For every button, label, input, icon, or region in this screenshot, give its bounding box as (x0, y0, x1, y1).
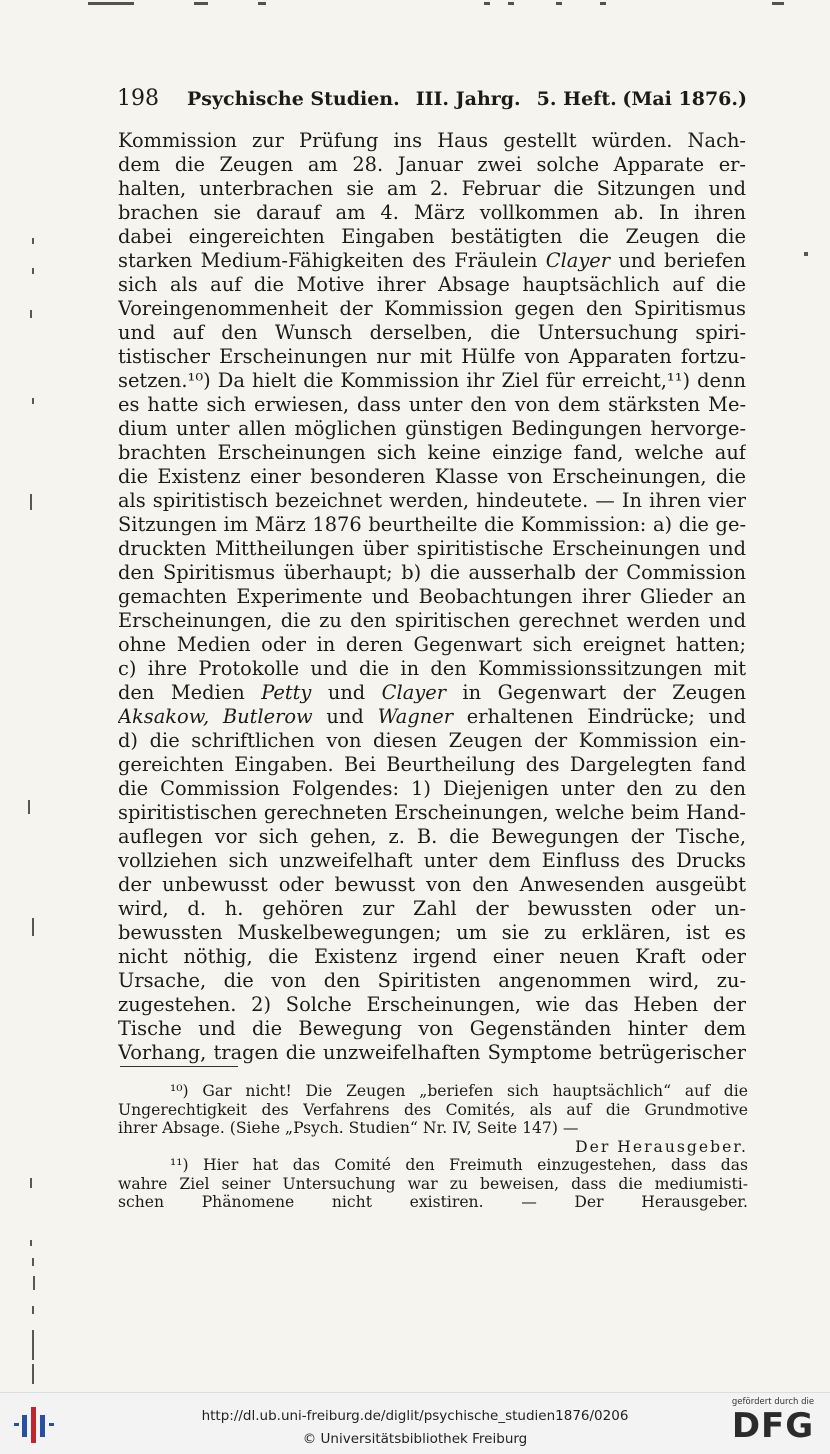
body-line: vollziehen sich unzweifelhaft unter dem Einfluss des Drucks (118, 849, 746, 872)
page-number: 198 (117, 86, 159, 111)
body-line: Tische und die Bewegung von Gegenständen hinter dem (118, 1017, 746, 1040)
body-line: dem die Zeugen am 28. Januar zwei solche Apparate er- (118, 153, 746, 176)
footnote-rule (120, 1066, 238, 1067)
body-line: die Existenz einer besonderen Klasse von Erscheinungen, die (118, 465, 746, 488)
footnotes (118, 1082, 748, 1212)
body-line: als spiritistisch bezeichnet werden, hindeutete. — In ihren vier (118, 489, 746, 512)
issue-date: (Mai 1876.) (622, 88, 747, 110)
body-line: brachten Erscheinungen sich keine einzige fand, welche auf (118, 441, 746, 464)
body-line: zugestehen. 2) Solche Erscheinungen, wie das Heben der (118, 993, 746, 1016)
footnote-line: Der Herausgeber. (575, 1137, 748, 1156)
footer-bar (0, 1392, 830, 1454)
footnote-line: Ungerechtigkeit des Verfahrens des Comités, als auf die Grundmotive (118, 1100, 748, 1119)
body-line: dabei eingereichten Eingaben bestätigten die Zeugen die (118, 225, 746, 248)
body-line: Sitzungen im März 1876 beurtheilte die Kommission: a) die ge- (118, 513, 746, 536)
body-line: wird, d. h. gehören zur Zahl der bewussten oder un- (118, 897, 746, 920)
footnote-line: schen Phänomene nicht existiren. — Der Herausgeber. (118, 1193, 748, 1211)
body-line: gereichten Eingaben. Bei Beurtheilung des Dargelegten fand (118, 753, 746, 776)
journal-title: Psychische Studien. (187, 88, 400, 110)
dfg-logo (728, 1397, 818, 1445)
body-line: den Spiritismus überhaupt; b) die ausserhalb der Commission (118, 561, 746, 584)
footnote-line: ihrer Absage. (Siehe „Psych. Studien“ Nr. IV, Seite 147) — (118, 1119, 579, 1137)
body-line: halten, unterbrachen sie am 2. Februar die Sitzungen und (118, 177, 746, 200)
body-line: gemachten Experimente und Beobachtungen ihrer Glieder an (118, 585, 746, 608)
body-line: den Medien Petty und Clayer in Gegenwart der Zeugen (118, 681, 746, 704)
dfg-caption: gefördert durch die (731, 1397, 815, 1407)
body-line: d) die schriftlichen von diesen Zeugen der Kommission ein- (118, 729, 746, 752)
footnote-line: ¹¹) Hier hat das Comité den Freimuth einzugestehen, dass das (170, 1156, 748, 1174)
body-line: sich als auf die Motive ihrer Absage hauptsächlich auf die (118, 273, 746, 296)
source-url[interactable]: http://dl.ub.uni-freiburg.de/diglit/psychische_studien1876/0206 (201, 1408, 629, 1424)
body-line: es hatte sich erwiesen, dass unter den von dem stärksten Me- (118, 393, 746, 416)
body-text (118, 129, 746, 1065)
body-line: der unbewusst oder bewusst von den Anwesenden ausgeübt (118, 873, 746, 896)
body-line: auflegen vor sich gehen, z. B. die Bewegungen der Tische, (118, 825, 746, 848)
body-line: c) ihre Protokolle und die in den Kommissionssitzungen mit (118, 657, 746, 680)
body-line: spiritistischen gerechneten Erscheinungen, welche beim Hand- (118, 801, 746, 824)
body-line: Aksakow, Butlerow und Wagner erhaltenen Eindrücke; und (118, 705, 746, 728)
body-line: Voreingenommenheit der Kommission gegen den Spiritismus (118, 297, 746, 320)
footnote-line: wahre Ziel seiner Untersuchung war zu beweisen, dass die mediumisti- (118, 1174, 748, 1193)
body-line: starken Medium-Fähigkeiten des Fräulein Clayer und beriefen (118, 249, 746, 272)
body-line: die Commission Folgendes: 1) Diejenigen unter den zu den (118, 777, 746, 800)
body-line: und auf den Wunsch derselben, die Untersuchung spiri- (118, 321, 746, 344)
body-line: bewussten Muskelbewegungen; um sie zu erklären, ist es (118, 921, 746, 944)
footnote-line: ¹⁰) Gar nicht! Die Zeugen „beriefen sich hauptsächlich“ auf die (170, 1082, 748, 1100)
body-line: druckten Mittheilungen über spiritistische Erscheinungen und (118, 537, 746, 560)
journal-year: III. Jahrg. (415, 88, 521, 110)
dfg-wordmark: DFG (731, 1406, 815, 1446)
body-line: Kommission zur Prüfung ins Haus gestellt würden. Nach- (118, 129, 746, 152)
body-line: Ursache, die von den Spiritisten angenommen wird, zu- (118, 969, 746, 992)
body-line: Erscheinungen, die zu den spiritischen gerechnet werden und (118, 609, 746, 632)
top-edge-marks (0, 0, 830, 12)
body-line: Vorhang, tragen die unzweifelhaften Symptome betrügerischer (118, 1041, 746, 1064)
body-line: nicht nöthig, die Existenz irgend einer neuen Kraft oder (118, 945, 746, 968)
body-line: ohne Medien oder in deren Gegenwart sich ereignet hatten; (118, 633, 746, 656)
copyright-notice: © Universitätsbibliothek Freiburg (302, 1431, 528, 1447)
running-header (117, 86, 747, 111)
body-line: brachen sie darauf am 4. März vollkommen ab. In ihren (118, 201, 746, 224)
body-line: dium unter allen möglichen günstigen Bedingungen hervorge- (118, 417, 746, 440)
body-line: setzen.¹⁰) Da hielt die Kommission ihr Ziel für erreicht,¹¹) denn (118, 369, 746, 392)
journal-issue: 5. Heft. (536, 88, 617, 110)
body-line: tistischer Erscheinungen nur mit Hülfe von Apparaten fortzu- (118, 345, 746, 368)
